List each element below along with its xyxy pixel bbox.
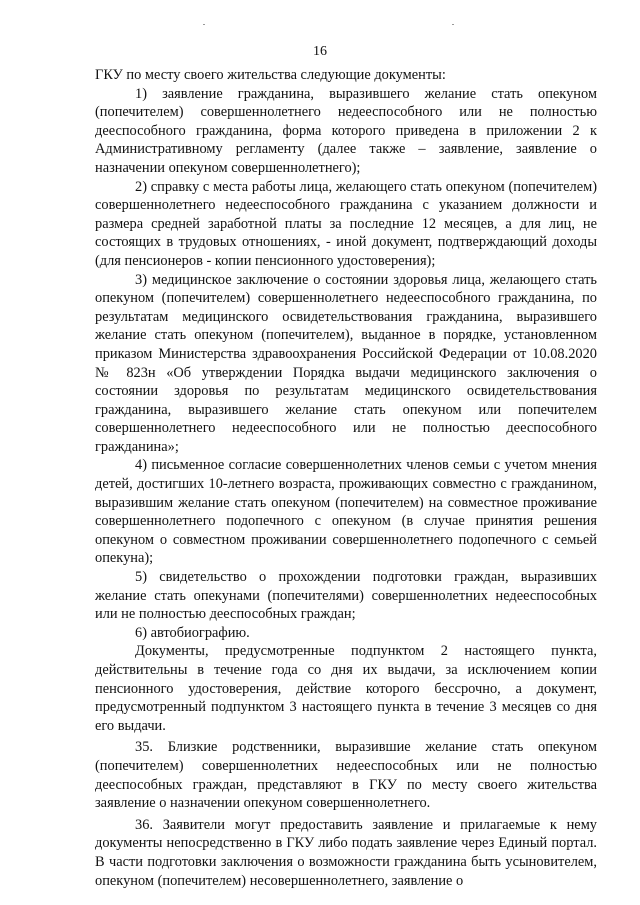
paragraph-validity: Документы, предусмотренные подпунктом 2 настоящего пункта, действительны в течение года со дня их выдачи, за исключением копии пенсионного удостоверения, действие которого бессрочно, а документ, предусмотренный подпунктом 3 настоящего пункта в течение 3 месяцев со дня его выдачи. xyxy=(95,643,597,734)
paragraph-intro: ГКУ по месту своего жительства следующие документы: xyxy=(95,67,446,83)
list-item-3: 3) медицинское заключение о состоянии здоровья лица, желающего стать опекуном (попечителем) совершеннолетнего недееспособного гражданина, по результатам медицинского освидетельствования гражданина, выразившего желание стать опекуном (попечителем), выданное в порядке, установленном приказом Министерства здравоохранения Российской Федерации от 10.08.2020 № 823н «Об утверждении Порядка выдачи медицинского заключения о состоянии здоровья по результатам медицинского освидетельствования гражданина, выразившего желание стать опекуном или попечителем совершеннолетнего недееспособного или не полностью дееспособного гражданина»; xyxy=(95,271,597,455)
document-body xyxy=(95,66,597,890)
scan-mark xyxy=(452,24,454,25)
paragraph-35: 35. Близкие родственники, выразившие желание стать опекуном (попечителем) совершеннолетних недееспособных или не полностью дееспособных граждан, представляют в ГКУ по месту своего жительства заявление о назначении опекуном совершеннолетнего. xyxy=(95,739,597,812)
page-number: 16 xyxy=(313,44,327,59)
list-item-5: 5) свидетельство о прохождении подготовки граждан, выразивших желание стать опекунами (попечителями) совершеннолетних недееспособных или не полностью дееспособных граждан; xyxy=(95,569,597,623)
list-item-4: 4) письменное согласие совершеннолетних членов семьи с учетом мнения детей, достигших 10-летнего возраста, проживающих совместно с гражданином, выразившим желание стать опекуном (попечителем) на совместное проживание совершеннолетнего подопечного с опекуном (в случае принятия решения опекуном о совместном проживании совершеннолетнего подопечного с семьей опекуна); xyxy=(95,457,597,567)
paragraph-36: 36. Заявители могут предоставить заявление и прилагаемые к нему документы непосредственно в ГКУ либо подать заявление через Единый портал. В части подготовки заключения о возможности гражданина быть усыновителем, опекуном (попечителем) несовершеннолетнего, заявление о xyxy=(95,816,597,889)
list-item-2: 2) справку с места работы лица, желающего стать опекуном (попечителем) совершеннолетнего недееспособного гражданина с указанием должности и размера средней заработной платы за последние 12 месяцев, а для лиц, не состоящих в трудовых отношениях, - иной документ, подтверждающий доходы (для пенсионеров - копии пенсионного удостоверения); xyxy=(95,178,597,269)
list-item-1: 1) заявление гражданина, выразившего желание стать опекуном (попечителем) совершеннолетнего недееспособного или не полностью дееспособного гражданина, форма которого приведена в приложении 2 к Административному регламенту (далее также – заявление, заявление о назначении опекуном совершеннолетнего); xyxy=(95,85,597,176)
list-item-6: 6) автобиографию. xyxy=(135,624,250,641)
scan-mark xyxy=(203,24,205,25)
